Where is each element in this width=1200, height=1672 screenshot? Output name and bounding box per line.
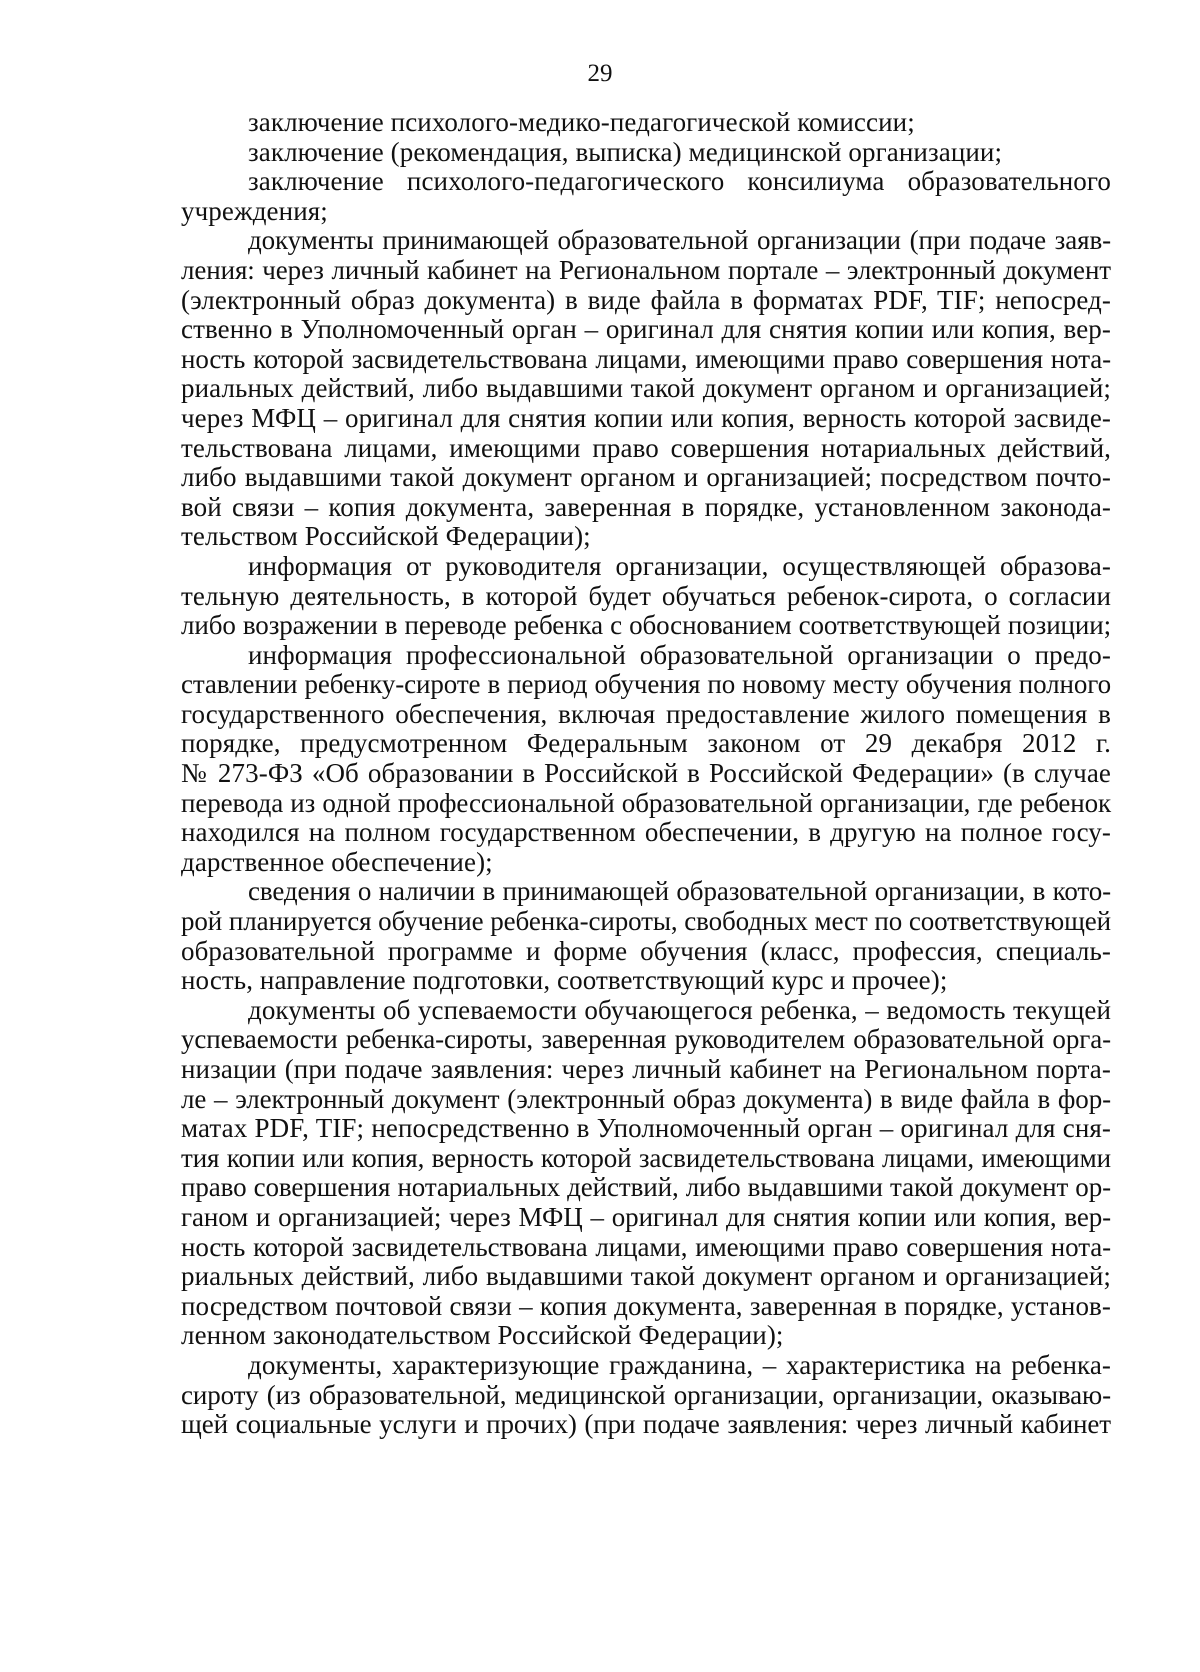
text-line: риальных действий, либо выдавшими такой документ органом и организацией; (181, 1261, 1111, 1292)
text-line: находился на полном государственном обеспечении, в другую на полное госу- (181, 817, 1111, 848)
text-line: ления: через личный кабинет на Региональном портале – электронный документ (181, 254, 1111, 285)
text-line: информация профессиональной образовательной организации о предо- (248, 639, 1111, 670)
text-line: посредством почтовой связи – копия документа, заверенная в порядке, установ- (181, 1290, 1111, 1321)
text-line: перевода из одной профессиональной образовательной организации, где ребенок (181, 787, 1111, 818)
text-line: ность которой засвидетельствована лицами, имеющими право совершения нота- (181, 343, 1111, 374)
text-line: документы об успеваемости обучающегося ребенка, – ведомость текущей (248, 994, 1111, 1025)
text-line: ле – электронный документ (электронный образ документа) в виде файла в фор- (181, 1083, 1111, 1114)
text-line: тельствована лицами, имеющими право совершения нотариальных действий, (181, 432, 1111, 463)
text-line: документы, характеризующие гражданина, – характеристика на ребенка- (248, 1349, 1111, 1380)
text-line: ность которой засвидетельствована лицами, имеющими право совершения нота- (181, 1231, 1111, 1262)
text-line: заключение психолого-медико-педагогической комиссии; (248, 107, 915, 137)
text-line: образовательной программе и форме обучения (класс, профессия, специаль- (181, 935, 1111, 966)
text-line: успеваемости ребенка-сироты, заверенная руководителем образовательной орга- (181, 1024, 1111, 1055)
text-line: информация от руководителя организации, осуществляющей образова- (248, 550, 1111, 581)
text-line: порядке, предусмотренном Федеральным законом от 29 декабря 2012 г. (181, 728, 1111, 759)
page-number: 29 (587, 60, 613, 87)
text-line: рой планируется обучение ребенка-сироты, свободных мест по соответствующей (181, 906, 1111, 937)
text-line: щей социальные услуги и прочих) (при подаче заявления: через личный кабинет (181, 1409, 1111, 1440)
text-line: № 273-ФЗ «Об образовании в Российской в Российской Федерации» (в случае (181, 758, 1111, 789)
text-line: ставлении ребенку-сироте в период обучения по новому месту обучения полного (181, 669, 1111, 700)
text-line: дарственное обеспечение); (181, 846, 493, 877)
text-line: низации (при подаче заявления: через личный кабинет на Региональном порта- (181, 1054, 1111, 1084)
text-line: тия копии или копия, верность которой засвидетельствована лицами, имеющими (181, 1142, 1111, 1173)
text-line: государственного обеспечения, включая предоставление жилого помещения в (181, 698, 1111, 729)
text-line: сироту (из образовательной, медицинской организации, организации, оказываю- (181, 1379, 1111, 1410)
text-line: вой связи – копия документа, заверенная в порядке, установленном законода- (181, 491, 1111, 522)
text-line: тельством Российской Федерации); (181, 521, 591, 552)
document-body (181, 108, 1111, 1440)
text-line: право совершения нотариальных действий, либо выдавшими такой документ ор- (181, 1172, 1111, 1203)
text-line: матах PDF, TIF; непосредственно в Уполномоченный орган – оригинал для сня- (181, 1113, 1111, 1144)
text-line: ганом и организацией; через МФЦ – оригинал для снятия копии или копия, вер- (181, 1201, 1111, 1232)
text-line: заключение психолого-педагогического консилиума образовательного (248, 166, 1111, 197)
text-line: ленном законодательством Российской Федерации); (181, 1320, 784, 1351)
text-block (181, 108, 1111, 1440)
text-line: риальных действий, либо выдавшими такой документ органом и организацией; (181, 373, 1111, 404)
text-line: учреждения; (181, 195, 328, 226)
text-line: через МФЦ – оригинал для снятия копии или копия, верность которой засвиде- (181, 402, 1111, 433)
text-line: либо возражении в переводе ребенка с обоснованием соответствующей позиции; (181, 610, 1111, 641)
text-line: тельную деятельность, в которой будет обучаться ребенок-сирота, о согласии (181, 580, 1111, 611)
text-line: ность, направление подготовки, соответствующий курс и прочее); (181, 965, 948, 996)
text-line: документы принимающей образовательной организации (при подаче заяв- (248, 225, 1111, 256)
text-line: заключение (рекомендация, выписка) медицинской организации; (248, 136, 1003, 167)
text-line: либо выдавшими такой документ органом и организацией; посредством почто- (181, 462, 1111, 493)
text-line: сведения о наличии в принимающей образовательной организации, в кото- (248, 876, 1111, 907)
text-line: ственно в Уполномоченный орган – оригинал для снятия копии или копия, вер- (181, 314, 1111, 345)
text-line: (электронный образ документа) в виде файла в форматах PDF, TIF; непосред- (181, 284, 1111, 315)
